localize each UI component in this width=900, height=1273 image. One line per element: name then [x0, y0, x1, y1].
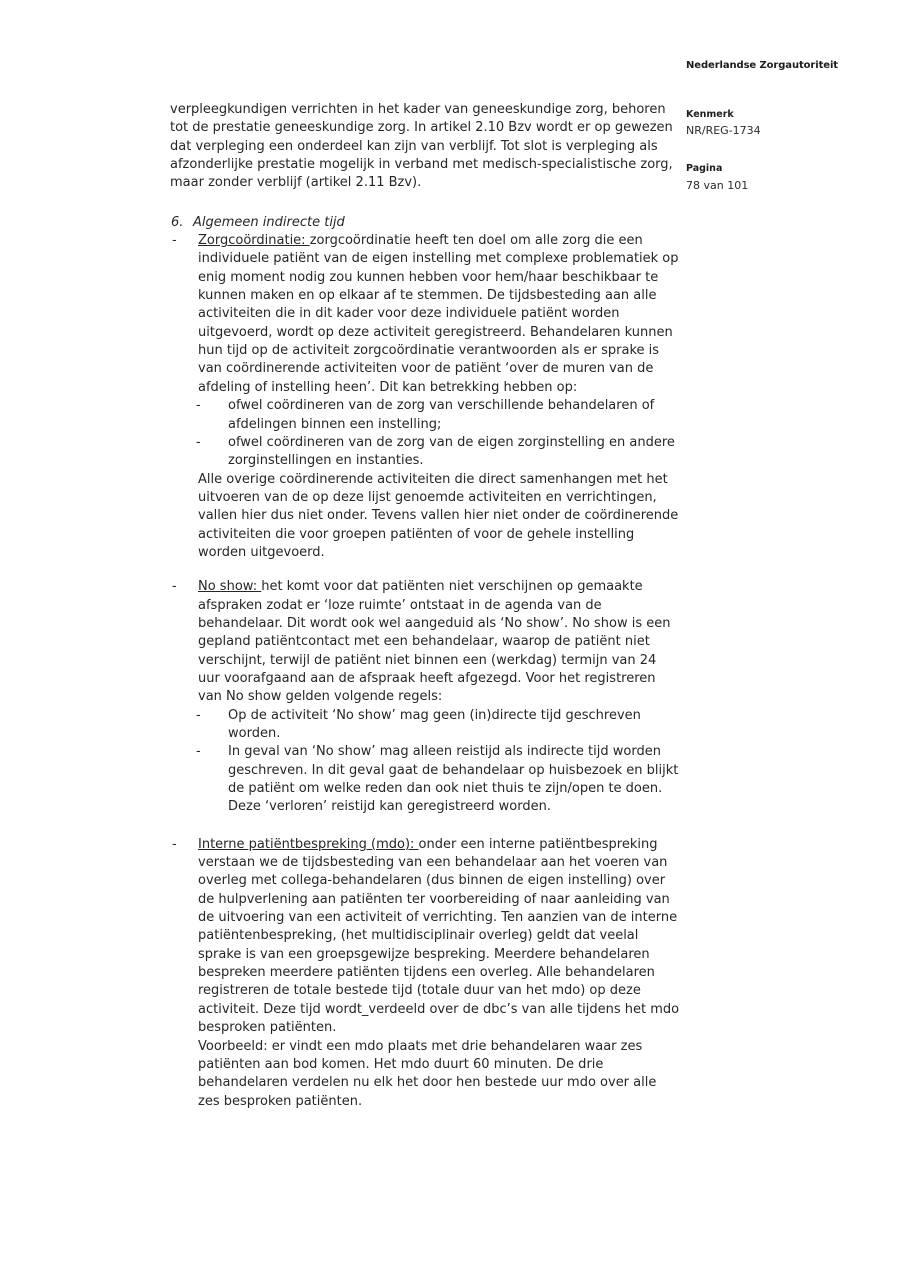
- continuation-paragraph: Alle overige coördinerende activiteiten die direct samenhangen met het uitvoeren van de op deze lijst genoemde activiteiten en verrichtingen, vallen hier dus niet onder. Tevens vallen hier niet onder de coördinerende activiteiten die voor groepen patiënten of voor de gehele instelling worden uitgevoerd.: [198, 471, 679, 560]
- list-item-lead: Zorgcoördinatie:: [198, 233, 310, 249]
- list-item-no-show: [170, 578, 682, 706]
- meta-value-pagina: 78 van 101: [686, 179, 749, 192]
- list-item-body: zorgcoördinatie heeft ten doel om alle zorg die een individuele patiënt van de eigen instelling met complexe problematiek op enig moment nodig zou kunnen hebben voor hem/haar beschikbaar te kunnen maken en op elkaar af te stemmen. De tijdsbesteding aan alle activiteiten die in dit kader voor deze individuele patiënt worden uitgevoerd, wordt op deze activiteit geregistreerd. Behandelaren kunnen hun tijd op de activiteit zorgcoördinatie verantwoorden als er sprake is van coördinerende activiteiten voor de patiënt ‘over de muren van de afdeling of instelling heen’. Dit kan betrekking hebben op:: [198, 233, 679, 395]
- org-name: Nederlandse Zorgautoriteit: [686, 60, 838, 71]
- section-heading: [170, 214, 682, 232]
- sublist-item-text: Op de activiteit ‘No show’ mag geen (in)directe tijd geschreven worden.: [228, 707, 641, 741]
- bullet-dash: -: [172, 579, 177, 595]
- list-item-text: [198, 578, 682, 706]
- sublist-item: [170, 434, 682, 471]
- document-body: [170, 101, 682, 1111]
- continuation-paragraph: Voorbeeld: er vindt een mdo plaats met drie behandelaren waar zes patiënten aan bod komen. Het mdo duurt 60 minuten. De drie behandelaren verdelen nu elk het door hen bestede uur mdo over alle zes besproken patiënten.: [198, 1038, 657, 1109]
- bullet-dash: -: [196, 434, 201, 450]
- sublist-item-text: In geval van ‘No show’ mag alleen reistijd als indirecte tijd worden geschreven. In dit geval gaat de behandelaar op huisbezoek en blijkt de patiënt om welke reden dan ook niet thuis te zijn/open te doen. Deze ‘verloren’ reistijd kan geregistreerd worden.: [228, 744, 679, 815]
- sublist-item: [170, 397, 682, 434]
- list-item-body: het komt voor dat patiënten niet verschijnen op gemaakte afspraken zodat er ‘loze ruimte’ ontstaat in de agenda van de behandelaar. Dit wordt ook wel aangeduid als ‘No show’. No show is een gepland patiëntcontact met een behandelaar, waarop de patiënt niet verschijnt, terwijl de patiënt niet binnen een (werkdag) termijn van 24 uur voorafgaand aan de afspraak heeft afgezegd. Voor het registreren van No show gelden volgende regels:: [198, 579, 671, 705]
- sublist-item-text: ofwel coördineren van de zorg van de eigen zorginstelling en andere zorginstellingen en instanties.: [228, 434, 675, 469]
- section-title: Algemeen indirecte tijd: [193, 214, 345, 230]
- list-item-body: onder een interne patiëntbespreking verstaan we de tijdsbesteding van een behandelaar aan het voeren van overleg met collega-behandelaren (dus binnen de eigen instelling) over de hulpverlening aan patiënten ter voorbereiding of naar aanleiding van de uitvoering van een activiteit of verrichting. Ten aanzien van de interne patiëntenbespreking, (het multidisciplinair overleg) geldt dat veelal sprake is van een groepsgewijze bespreking. Meerdere behandelaren bespreken meerdere patiënten tijdens een overleg. Alle behandelaren registreren de totale bestede tijd (totale duur van het mdo) op deze activiteit. Deze tijd wordt_verdeeld over de dbc’s van alle tijdens het mdo besproken patiënten.: [198, 836, 680, 1036]
- meta-value-kenmerk: NR/REG-1734: [686, 124, 761, 137]
- meta-label-kenmerk: Kenmerk: [686, 109, 734, 120]
- sublist-item: [170, 743, 682, 816]
- sublist-item-text: ofwel coördineren van de zorg van verschillende behandelaren of afdelingen binnen een instelling;: [228, 398, 655, 432]
- bullet-dash: -: [172, 233, 177, 249]
- list-item-text: [198, 836, 682, 1038]
- bullet-dash: -: [196, 707, 201, 723]
- list-item-text: [198, 232, 682, 397]
- section-number: 6.: [171, 214, 184, 230]
- list-item-interne-patientbespreking: [170, 836, 682, 1038]
- list-item-zorgcoordinatie: [170, 232, 682, 397]
- meta-label-pagina: Pagina: [686, 163, 723, 174]
- list-item-lead: No show:: [198, 579, 262, 595]
- bullet-dash: -: [172, 836, 177, 852]
- intro-paragraph: verpleegkundigen verrichten in het kader van geneeskundige zorg, behoren tot de prestatie geneeskundige zorg. In artikel 2.10 Bzv wordt er op gewezen dat verpleging een onderdeel kan zijn van verblijf. Tot slot is verpleging als afzonderlijke prestatie mogelijk in verband met medisch-specialistische zorg, maar zonder verblijf (artikel 2.11 Bzv).: [170, 102, 673, 191]
- bullet-dash: -: [196, 744, 201, 760]
- sublist-item: [170, 707, 682, 744]
- list-item-lead: Interne patiëntbespreking (mdo):: [198, 836, 419, 852]
- bullet-dash: -: [196, 398, 201, 414]
